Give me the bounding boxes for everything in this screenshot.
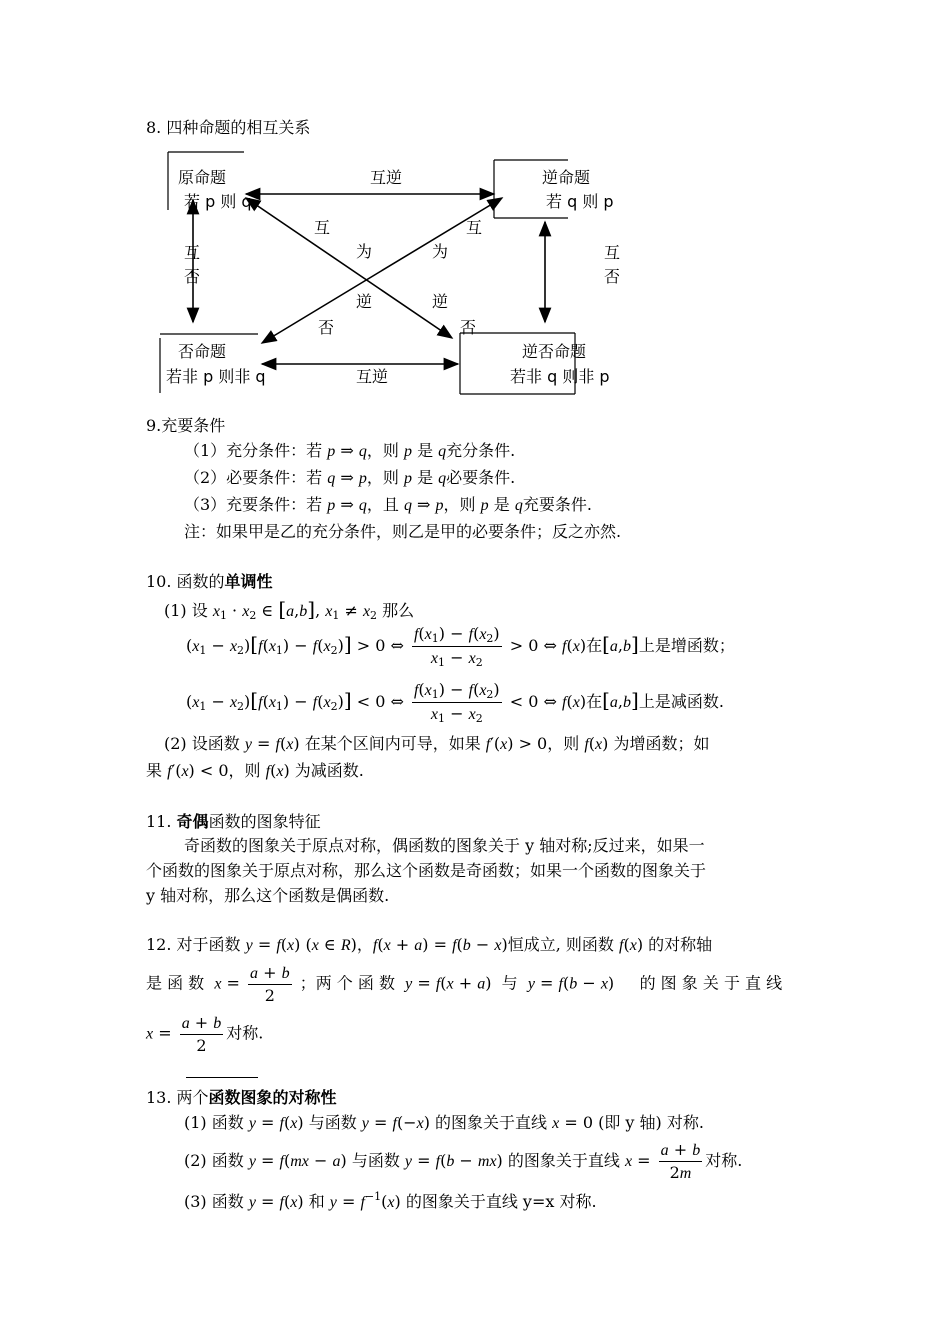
label-left-1: 互 [184, 243, 201, 262]
derivative-criterion-line1: (2) 设函数 y = f(x) 在某个区间内可导，如果 f′(x) > 0，则 f(x) 为增函数；如 [164, 734, 710, 753]
label-diag1-3: 逆 [356, 292, 373, 311]
label-diag1-1: 互 [314, 218, 331, 237]
section-11-para-line2: 个函数的图象关于原点对称，那么这个函数是奇函数；如果一个函数的图象关于 [146, 861, 707, 880]
inverse-line2: 若非 p 则非 q [166, 367, 266, 386]
separator-line [186, 1077, 258, 1078]
label-diag2-4: 否 [460, 318, 477, 337]
section-12-line3: x = $\frac{a + b}{2}$ 对称. [146, 1013, 264, 1056]
derivative-criterion-line2: 果 f′(x) < 0，则 f(x) 为减函数. [146, 761, 364, 780]
contrapositive-line1: 逆否命题 [522, 342, 587, 361]
symmetry-rule-2: (2) 函数 y = f(mx − a) 与函数 y = f(b − mx) 的图象关于直线 x = $\frac{a + b}{2m}$ 对称. [184, 1140, 743, 1183]
increasing-condition: $(x_1 - x_2)[f(x_1) - f(x_2)] > 0$ ⇔ $\frac{f(x_1) - f(x_2)}{x_1 - x_2}$ > 0 ⇔ f(x)在[a,b]上是增函数； [186, 624, 735, 670]
section-9-note: 注：如果甲是乙的充分条件，则乙是甲的必要条件；反之亦然. [184, 522, 622, 541]
section-11-para-line3: y 轴对称，那么这个函数是偶函数. [146, 886, 390, 905]
label-bottom: 互逆 [356, 367, 389, 386]
original-line1: 原命题 [178, 168, 227, 187]
proposition-relation-diagram [0, 0, 950, 420]
section-10-title: 10. 函数的单调性 [146, 572, 273, 591]
label-diag1-2: 为 [356, 242, 373, 261]
symmetry-rule-3: (3) 函数 y = f(x) 和 $y = f^{-1}(x)$ 的图象关于直线 y=x 对称. [184, 1190, 597, 1211]
arrow-diagonal-1 [246, 198, 452, 338]
label-right-2: 否 [604, 267, 621, 286]
label-right-1: 互 [604, 243, 621, 262]
section-12-line2: 是 函 数 x = $\frac{a + b}{2}$ ；两 个 函 数 y = f(x + a) 与 y = f(b − x) 的 图 象 关 于 直 线 [146, 963, 783, 1006]
original-line2: 若 p 则 q [184, 192, 252, 211]
label-top: 互逆 [370, 168, 403, 187]
section-9-title: 9.充要条件 [146, 416, 226, 435]
necessary-condition: （2）必要条件：若 q ⇒ p，则 p 是 q必要条件. [184, 468, 516, 487]
label-diag2-2: 为 [432, 242, 449, 261]
necessary-sufficient-condition: （3）充要条件：若 p ⇒ q，且 q ⇒ p，则 p 是 q充要条件. [184, 495, 592, 514]
sufficient-condition: （1）充分条件：若 p ⇒ q，则 p 是 q充分条件. [184, 441, 516, 460]
converse-line1: 逆命题 [542, 168, 591, 187]
label-diag2-1: 互 [466, 218, 483, 237]
section-13-title: 13. 两个函数图象的对称性 [146, 1088, 337, 1107]
label-diag2-3: 逆 [432, 292, 449, 311]
section-11-title: 11. 奇偶函数的图象特征 [146, 812, 321, 831]
section-8-title: 8. 四种命题的相互关系 [146, 118, 311, 137]
section-12-line1: 12. 对于函数 y = f(x) (x ∈ R)，f(x + a) = f(b − x)恒成立, 则函数 f(x) 的对称轴 [146, 935, 713, 954]
inverse-line1: 否命题 [178, 342, 227, 361]
label-left-2: 否 [184, 267, 201, 286]
label-diag1-4: 否 [318, 318, 335, 337]
converse-line2: 若 q 则 p [546, 192, 614, 211]
monotonic-setup: (1) 设 $x_1 \cdot x_2$ ∈ [a,b], $x_1 \ne x_2$ 那么 [164, 597, 415, 622]
decreasing-condition: $(x_1 - x_2)[f(x_1) - f(x_2)] < 0$ ⇔ $\frac{f(x_1) - f(x_2)}{x_1 - x_2}$ < 0 ⇔ f(x)在[a,b]上是减函数. [186, 680, 724, 726]
section-11-para-line1: 奇函数的图象关于原点对称，偶函数的图象关于 y 轴对称;反过来，如果一 [184, 836, 705, 855]
contrapositive-line2: 若非 q 则非 p [510, 367, 610, 386]
symmetry-rule-1: (1) 函数 y = f(x) 与函数 y = f(−x) 的图象关于直线 x = 0 (即 y 轴) 对称. [184, 1113, 704, 1132]
